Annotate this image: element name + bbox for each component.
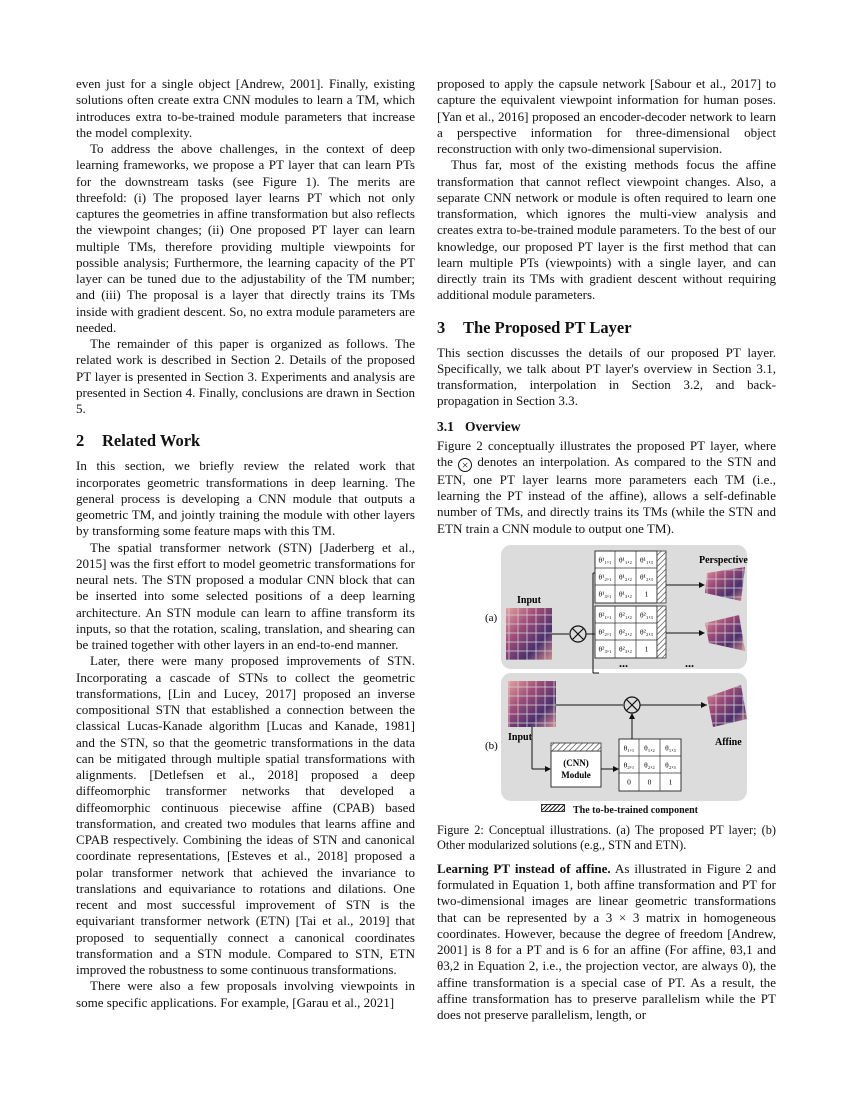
figure-caption: Figure 2: Conceptual illustrations. (a) The proposed PT layer; (b) Other modularized solutions (e.g., STN and ETN). [437,822,776,852]
paragraph-text: Figure 2 conceptually illustrates the proposed PT layer, where the [437,437,776,469]
run-in-heading: Learning PT instead of affine. [437,860,611,876]
paragraph: There were also a few proposals involving viewpoints in some specific applications. For example, [Garau et al., 2021] [76,978,415,1010]
panel-a-label: (a) [485,611,498,624]
dots-left: ... [619,655,628,670]
paragraph [437,438,776,537]
matrix-cell: θ₂,₃ [665,760,676,770]
matrix-cell: θ²₁,₁ [598,610,612,620]
paragraph: In this section, we briefly review the related work that incorporates geometric transformations in deep learning. The general process is developing a CNN module that outputs a geometric TM, and jointly training the module with other layers by transforming some feature maps with this TM. [76,458,415,539]
matrix-cell: θ¹₂,₂ [619,572,632,582]
matrix-cell: θ²₁,₂ [619,610,632,620]
matrix-cell: θ²₃,₂ [619,644,632,654]
matrix-cell: θ¹₃,₁ [598,589,612,599]
section-number: 3 [437,317,446,337]
paragraph: This section discusses the details of our proposed PT layer. Specifically, we talk about PT layer's overview in Section 3.1, transformation, interpolation in Section 3.2, and back-propagation in Section 3.3. [437,344,776,409]
otimes-icon: × [458,458,472,472]
matrix-cell: θ¹₁,₃ [640,555,653,565]
input-image-a [506,608,552,660]
paragraph: To address the above challenges, in the context of deep learning frameworks, we propose a PT layer that can learn PTs for the downstream tasks (see Figure 1). The merits are threefold: (i) The proposed layer learns PT which not only captures the geometries in affine transformation but also reflects the viewpoint changes; (ii) One proposed PT layer can learn multiple TMs, therefore providing multiple viewpoints for possible analysis; Furthermore, the learning capacity of the PT layer can be tuned due to the adjustability of the TM number; and (iii) The proposal is a layer that directly trains its TMs inside with gradient descent. So, no extra module parameters are needed. [76,141,415,335]
matrix-cell: θ¹₂,₃ [640,572,653,582]
matrix-cell: 1 [644,644,649,654]
perspective-label: Perspective [699,554,748,566]
figure-2 [437,543,776,821]
paragraph: proposed to apply the capsule network [Sabour et al., 2017] to capture the equivalent viewpoint information for human poses. [Yan et al., 2016] proposed an encoder-decoder network to learn a perspective information for three-dimensional object reconstruction with only two-dimensional supervision. [437,76,776,156]
input-image-b [508,681,556,727]
figure-2-diagram [437,543,776,801]
matrix-cell: θ₁,₁ [623,743,635,753]
subsection-title: Overview [465,418,521,434]
figure-legend [541,803,698,819]
section-heading-related-work [76,431,415,451]
matrix-cell: θ²₁,₃ [640,610,653,620]
cnn-module-line1: (CNN) [563,757,589,768]
paragraph: even just for a single object [Andrew, 2001]. Finally, existing solutions often create extra CNN modules to learn a TM, which introduces extra to-be-trained module parameters that increase the model complexity. [76,76,415,140]
panel-b-label: (b) [485,739,498,752]
right-column [437,76,776,1023]
matrix-cell: θ²₂,₃ [640,627,653,637]
paragraph [437,861,776,1024]
left-column [76,76,415,1011]
matrix-cell: 0 [627,777,631,787]
paragraph: The remainder of this paper is organized as follows. The related work is described in Section 2. Details of the proposed PT layer is presented in Section 3. Experiments and analysis are presented in Section 4. Finally, conclusions are drawn in Section 5. [76,336,415,416]
section-title: The Proposed PT Layer [463,317,632,337]
section-number: 2 [76,431,85,451]
matrix-cell: 1 [668,777,673,787]
matrix-cell: θ₁,₂ [644,743,655,753]
paragraph: The spatial transformer network (STN) [Jaderberg et al., 2015] was the first effort to model geometric transformations for neural nets. The STN proposed a modular CNN block that can be inserted into some selected positions of a deep learning architecture. An STN module can learn to affine transform its inputs, so that the rotation, scaling, translation, and shearing can be trained together with other layers in an end-to-end manner. [76,539,415,652]
matrix-cell: θ²₃,₁ [598,644,612,654]
matrix-cell: θ²₂,₁ [598,627,612,637]
input-label-a: Input [517,594,541,606]
matrix-cell: θ²₂,₂ [619,627,632,637]
affine-label: Affine [715,736,742,748]
matrix-cell: θ¹₃,₂ [619,589,632,599]
section-heading-proposed-pt-layer [437,318,776,338]
paragraph: Later, there were many proposed improvements of STN. Incorporating a cascade of STNs to collect the geometric transformations, [Lin and Lucey, 2017] proposed an inverse compositional STN that established a connection between the classical Lucas-Kanade algorithm [Lucas and Kanade, 1981] and the STN, so that the geometric transformations in the data can be mitigated through multiple spatial transformations with alignments. [Detlefsen et al., 2018] proposed a deep diffeomorphic transformer networks that developed a diffeomorphic continuous piecewise affine (CPAB) based transformation, and created two modules that learns affine and CPAB respectively. Combining the ideas of STN and canonical coordinate representations, [Esteves et al., 2018] proposed a polar transformer network that achieved the invariance to translations and equivariance to rotations and dilations. One recent and most successful improvement of STN is the equivariant transformer network (ETN) [Tai et al., 2019] that proposed to sequentially connect a canonical coordinates transformation and a STN module. Compared to STN, ETN improved the robustness to some continuous transformations. [76,653,415,977]
matrix-cell: θ¹₂,₁ [598,572,612,582]
paragraph-text: denotes an interpolation. As compared to the STN and ETN, one PT layer learns more parameters each TM (i.e., learning the PT instead of the affine), allows a self-definable number of TMs, and directly trains its TMs (while the STN and ETN train a CNN module to output one TM). [437,453,776,536]
legend-text: The to-be-trained component [573,804,698,816]
matrix-cell: θ¹₁,₁ [598,555,612,565]
matrix-cell: 0 [647,777,652,787]
hatch-swatch [541,804,565,812]
dots-right: ... [685,655,694,670]
matrix-cell: θ₁,₃ [665,743,676,753]
section-title: Related Work [102,431,201,451]
matrix-cell: θ₂,₂ [644,760,655,770]
matrix-cell: θ¹₁,₂ [619,555,632,565]
cnn-module-line2: Module [561,769,591,780]
matrix-cell: θ₂,₁ [623,760,635,770]
subsection-number: 3.1 [437,418,454,434]
subsection-heading-overview [437,418,776,435]
matrix-cell: 1 [644,589,649,599]
paragraph-text: As illustrated in Figure 2 and formulated in Equation 1, both affine transformation and PT for two-dimensional images are linear geometric transformations that can be represented by a 3 × 3 matrix in homogeneous coordinates. However, because the degree of freedom [Andrew, 2001] is 8 for a PT and is 6 for an affine (For affine, θ3,1 and θ3,2 in Equation 2, i.e., the projection vector, are always 0), the affine transformation is a special case of PT. As a result, the affine transformation has to preserve parallelism while the PT does not preserve parallelism, length, or [437,860,777,1022]
paragraph: Thus far, most of the existing methods focus the affine transformation that cannot reflect viewpoint changes. Also, a separate CNN network or module is often required to learn one transformation, which ignores the multi-view analysis and creates extra to-be-trained module parameters. To the best of our knowledge, our proposed PT layer is the first method that can learn multiple PTs (viewpoints) with a single layer, and can directly train its TMs with gradient descent without requiring additional module parameters. [437,157,776,303]
input-label-b: Input [508,731,532,743]
